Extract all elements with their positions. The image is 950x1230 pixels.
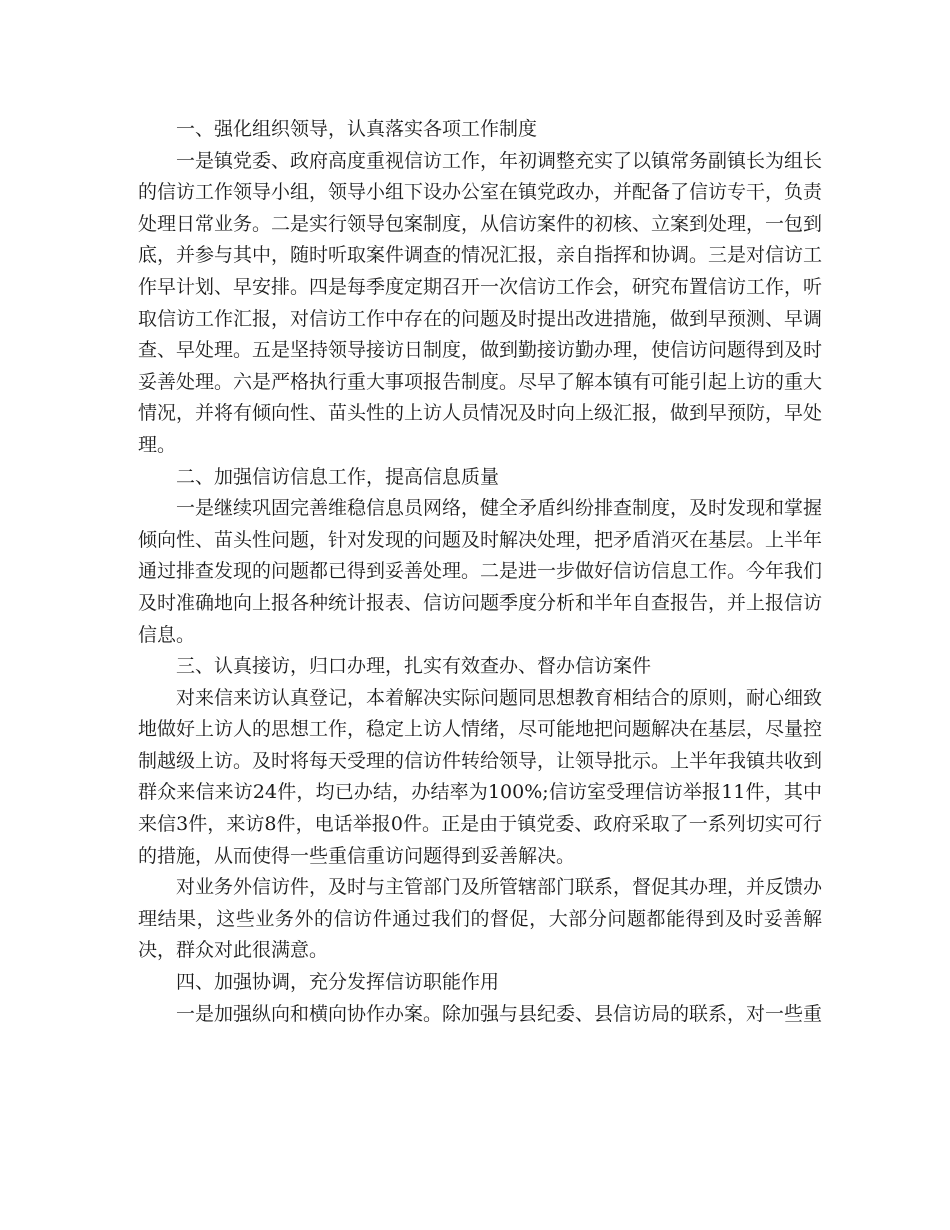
document-body (138, 114, 822, 1030)
paragraph-5: 一是加强纵向和横向协作办案。除加强与县纪委、县信访局的联系，对一些重 (176, 1002, 823, 1025)
paragraph-1: 一是镇党委、政府高度重视信访工作，年初调整充实了以镇常务副镇长为组长的信访工作领导小组，领导小组下设办公室在镇党政办，并配备了信访专干，负责处理日常业务。二是实行领导包案制度，从信访案件的初核、立案到处理，一包到底，并参与其中，随时听取案件调查的情况汇报，亲自指挥和协调。三是对信访工作早计划、早安排。四是每季度定期召开一次信访工作会，研究布置信访工作，听取信访工作汇报，对信访工作中存在的问题及时提出改进措施，做到早预测、早调查、早处理。五是坚持领导接访日制度，做到勤接访勤办理，使信访问题得到及时妥善处理。六是严格执行重大事项报告制度。尽早了解本镇有可能引起上访的重大情况，并将有倾向性、苗头性的上访人员情况及时向上级汇报，做到早预防，早处理。 (138, 149, 823, 456)
paragraph-3: 对来信来访认真登记，本着解决实际问题同思想教育相结合的原则，耐心细致地做好上访人的思想工作，稳定上访人情绪，尽可能地把问题解决在基层，尽量控制越级上访。及时将每天受理的信访件转给领导，让领导批示。上半年我镇共收到群众来信来访24件，均已办结，办结率为100%;信访室受理信访举报11件，其中来信3件，来访8件，电话举报0件。正是由于镇党委、政府采取了一系列切实可行的措施，从而使得一些重信重访问题得到妥善解决。 (138, 686, 823, 867)
section-heading-2: 二、加强信访信息工作，提高信息质量 (176, 465, 500, 488)
paragraph-4: 对业务外信访件，及时与主管部门及所管辖部门联系，督促其办理，并反馈办理结果，这些业务外的信访件通过我们的督促，大部分问题都能得到及时妥善解决，群众对此很满意。 (138, 876, 823, 962)
section-heading-1: 一、强化组织领导，认真落实各项工作制度 (176, 118, 538, 140)
section-heading-3: 三、认真接访，归口办理，扎实有效查办、督办信访案件 (176, 655, 652, 678)
paragraph-2: 一是继续巩固完善维稳信息员网络，健全矛盾纠纷排查制度，及时发现和掌握倾向性、苗头性问题，针对发现的问题及时解决处理，把矛盾消灭在基层。上半年通过排查发现的问题都已得到妥善处理。二是进一步做好信访信息工作。今年我们及时准确地向上报各种统计报表、信访问题季度分析和半年自查报告，并上报信访信息。 (138, 497, 823, 646)
section-heading-4: 四、加强协调，充分发挥信访职能作用 (176, 971, 500, 994)
